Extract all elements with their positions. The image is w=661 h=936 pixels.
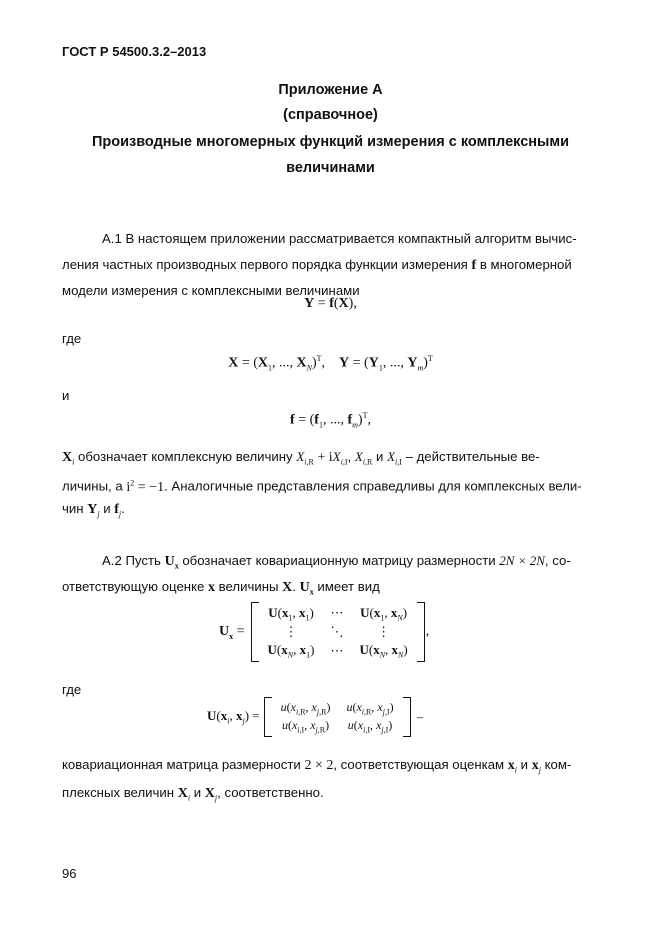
a1-x-line3: чин $Y_j$ и $f_j$. [62,501,125,519]
page-number: 96 [62,866,77,881]
a1-x-line2: личины, а $i^2 = -1$. Аналогичные представления справедливы для комплексных вели- [62,478,582,495]
appendix-heading-line2: величинами [286,160,375,176]
label-and: и [62,388,70,403]
appendix-heading-line1: Производные многомерных функций измерения с комплексными [91,134,570,150]
function-f-symbol: f [471,258,477,273]
a2-cov-line1: ковариационная матрица размерности 2 × 2, соответствующая оценкам $x_i$ и $x_j$ ком- [62,757,572,775]
label-where-2: где [62,682,82,697]
a2-cov-line2: плексных величин $X_i$ и $X_j$, соответственно. [62,785,324,803]
formula-ux-matrix: $U_x$ = $U(x_1$, $x_1$) ⋯ $U(x_1$, $x_N$) ⋮ ⋱ ⋮ $U(x_N$, $x_1$) ⋯ $U(x_N$, $x_N$) , [219,604,430,660]
a2-line1: А.2 Пусть $U_x$ обозначает ковариационную матрицу размерности 2N × 2N, со- [102,553,571,571]
a1-line2: ления частных производных первого порядка функции измерения f в многомерной [62,257,572,273]
a2-line2: ответствующую оценке x величины X. $U_x$ имеет вид [62,579,380,597]
a1-x-line1: $X_i$ обозначает комплексную величину $X_{i,R} + iX_{i,I}$, $X_{i,R}$ и $X_{i,I}$ – действительные ве- [62,449,540,467]
label-where-1: где [62,331,82,346]
formula-u-xi-xj: $U(x_i$, $x_j$) = $u(x_{i,R}$, $x_{j,R}$) $u(x_{i,R}$, $x_{j,I}$) $u(x_{i,I}$, $x_{j,R}$) $u(x_{i,I}$, $x_{j,I}$) – [207,699,424,735]
formula-y-equals-f-x: Y = f(X), [304,296,357,311]
appendix-subtitle: (справочное) [283,107,378,123]
a1-line3: модели измерения с комплексными величинами [62,283,360,298]
formula-f-vector: $f = (f_1$, ..., $f_m)^T$, [290,411,371,430]
paragraph-a1 [62,226,599,252]
appendix-title: Приложение А [278,82,383,98]
formula-x-y-vectors: $X = (X_1$, ..., $X_N)^T$, $Y = (Y_1$, ..., $Y_m)^T$ [228,354,433,373]
document-code: ГОСТ Р 54500.3.2–2013 [62,44,207,59]
a1-line1: А.1 В настоящем приложении рассматривается компактный алгоритм вычис- [102,231,577,246]
